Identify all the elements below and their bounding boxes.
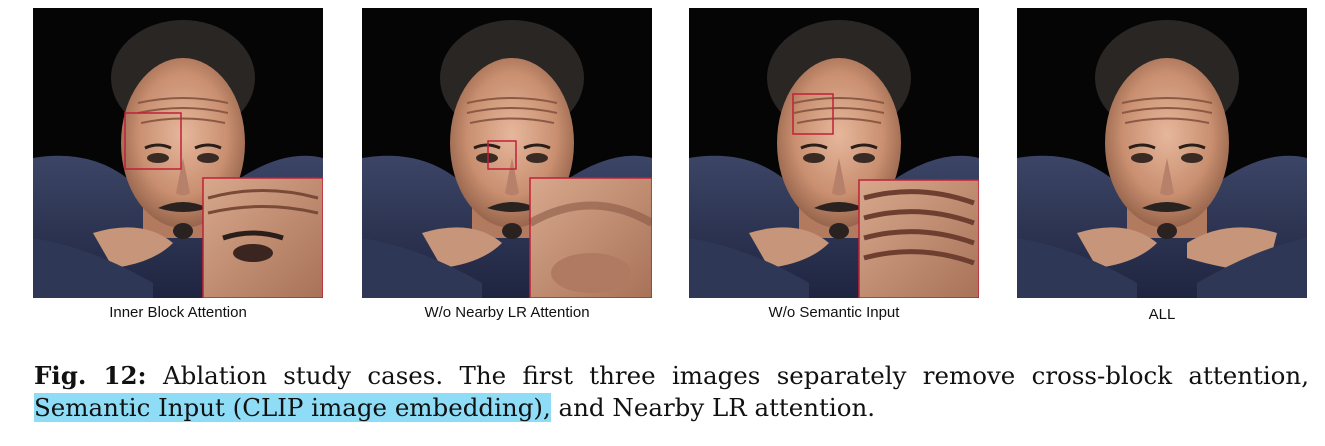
caption-text: Ablation study cases. The first three images separately remove cross-block attention, [146, 361, 1309, 390]
panel-wo-nearby-lr-attention [362, 8, 652, 298]
portrait-image [362, 8, 652, 298]
portrait-image [689, 8, 979, 298]
panel-label: Inner Block Attention [109, 304, 247, 321]
figure-number: Fig. 12: [34, 361, 147, 390]
panel-label: ALL [1148, 306, 1176, 323]
figure-caption [34, 360, 1309, 424]
panel-inner-block-attention [33, 8, 323, 298]
panel-wo-semantic-input [689, 8, 979, 298]
zoom-inset [203, 178, 323, 298]
zoom-inset [530, 178, 652, 298]
portrait-image [33, 8, 323, 298]
panel-label: W/o Semantic Input [768, 304, 900, 321]
zoom-inset [859, 180, 979, 298]
panel-all [1017, 8, 1307, 298]
panel-label: W/o Nearby LR Attention [424, 304, 590, 321]
caption-highlight: Semantic Input (CLIP image embedding), [34, 393, 551, 422]
portrait-image [1017, 8, 1307, 298]
caption-text-end: and Nearby LR attention. [550, 393, 876, 422]
